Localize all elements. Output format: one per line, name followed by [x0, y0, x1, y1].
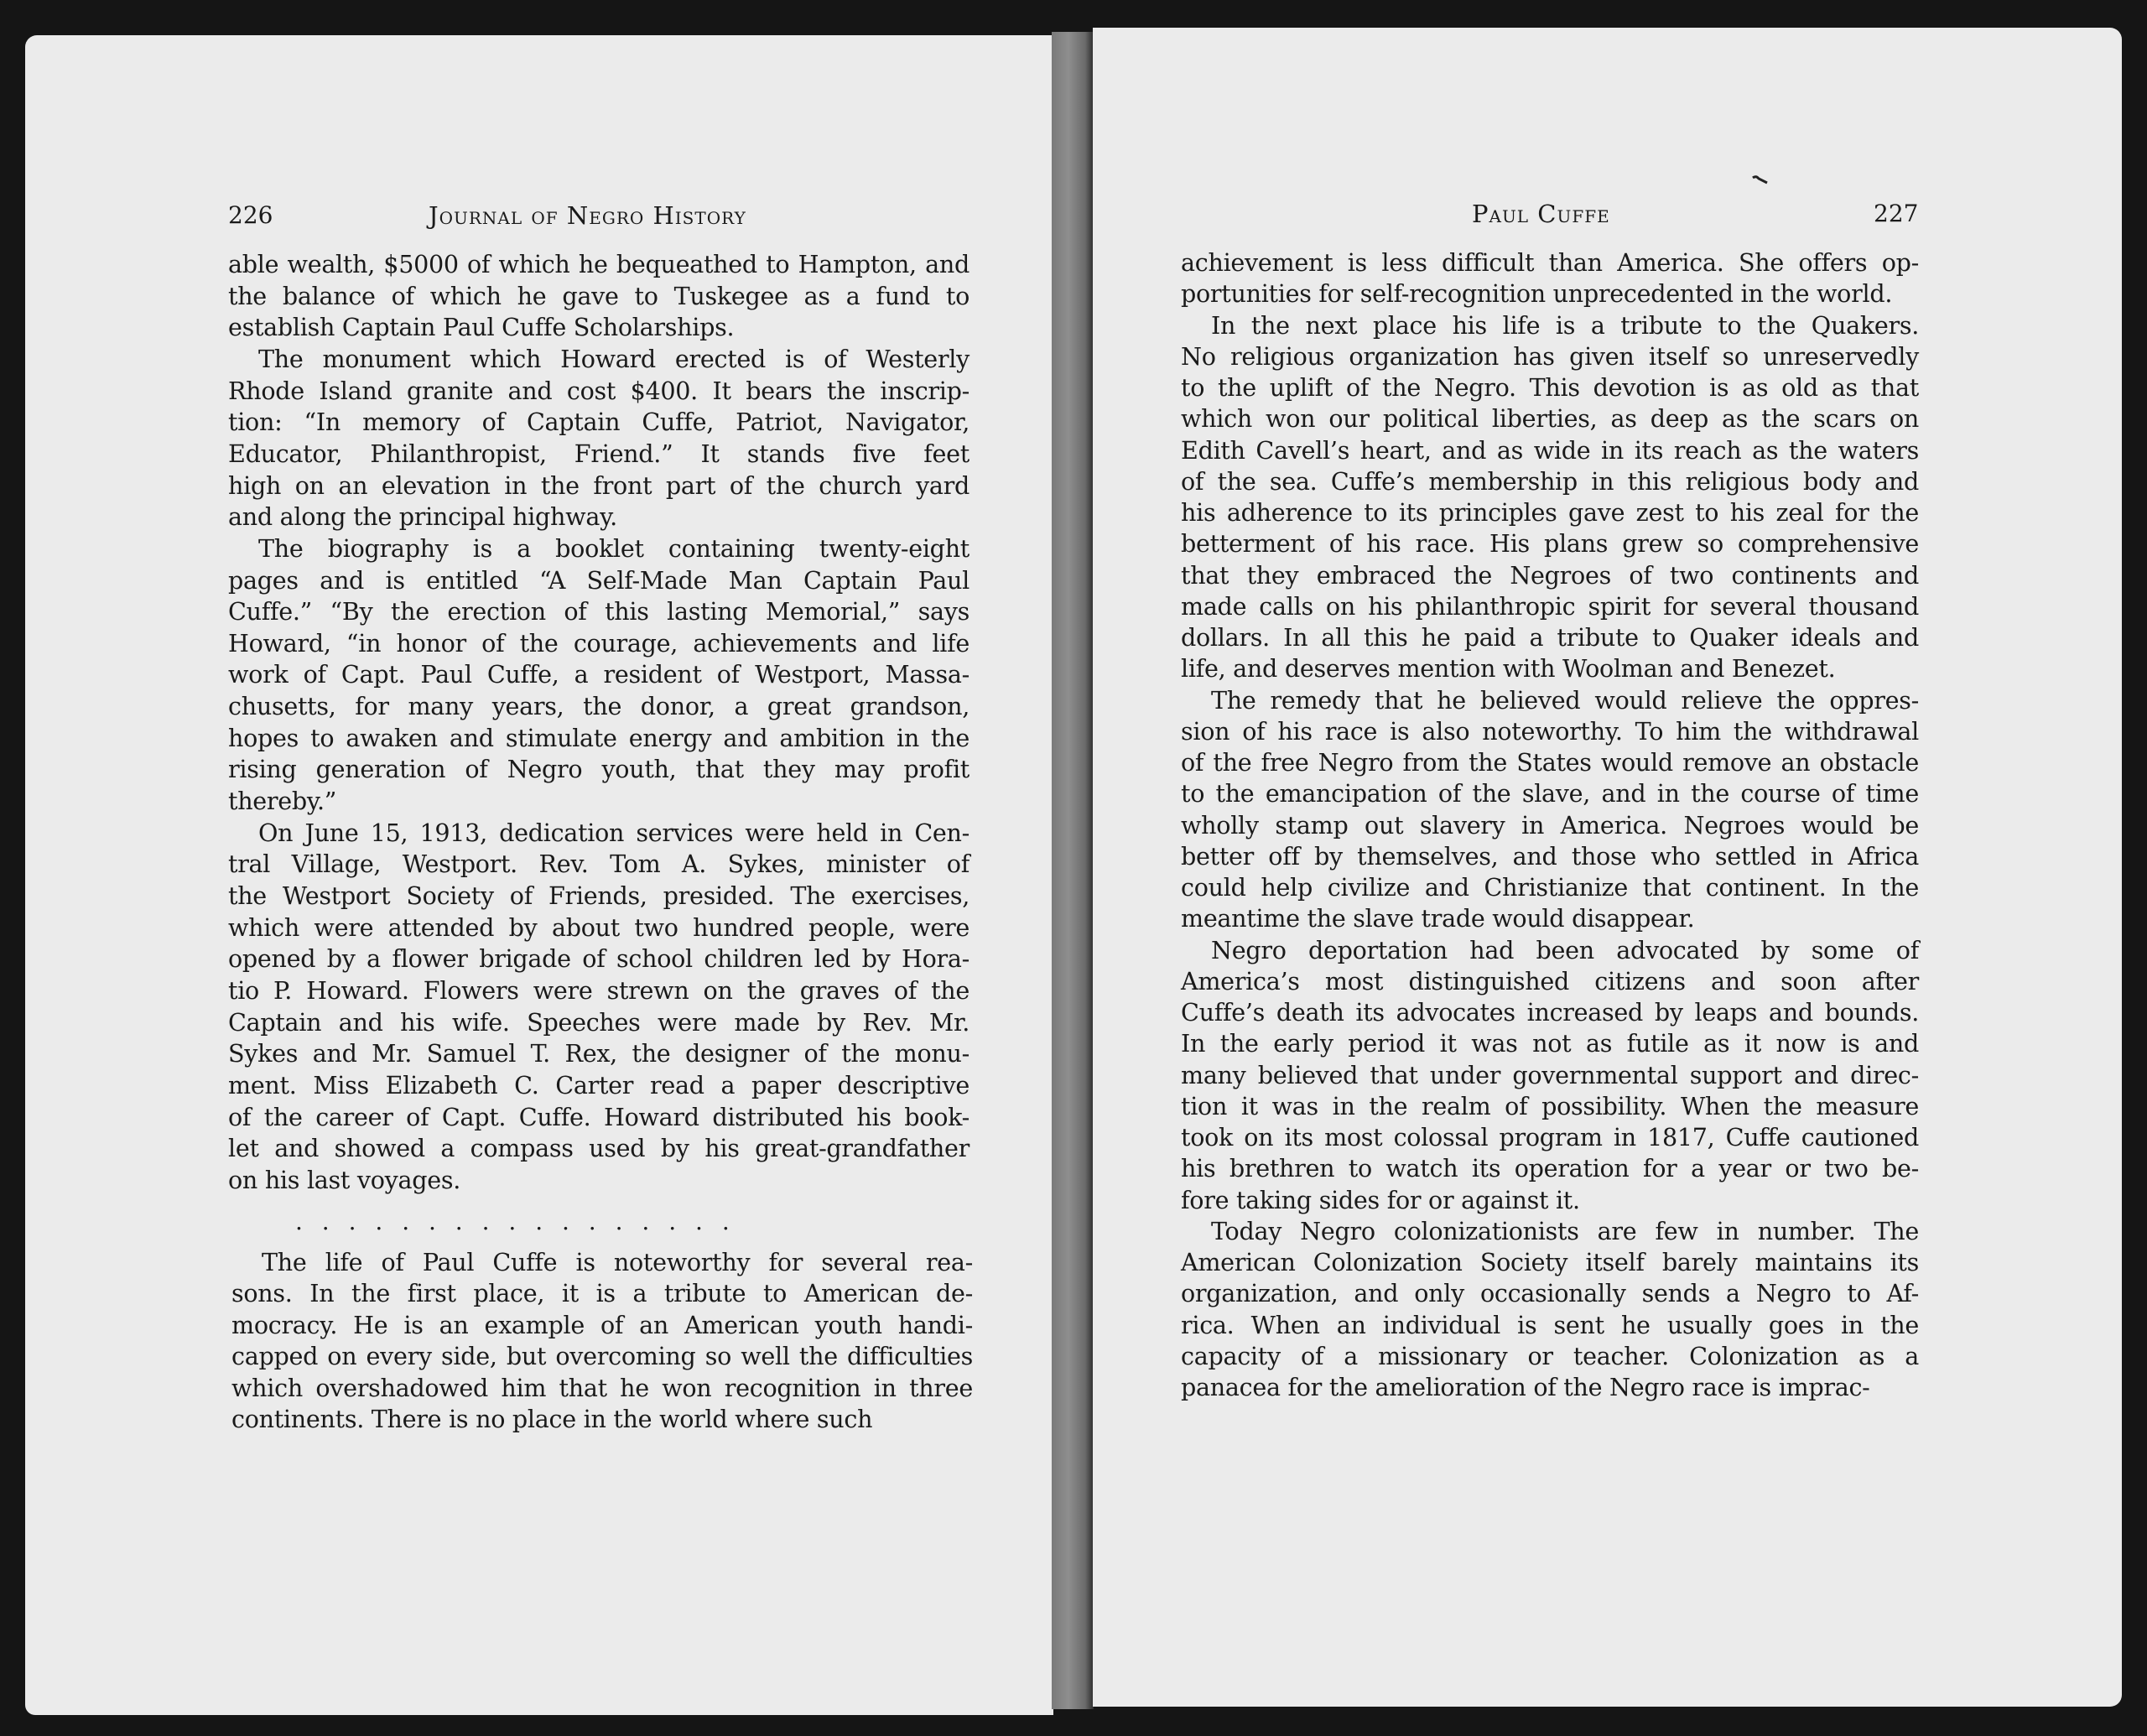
text-line: On June 15, 1913, dedication services were held in Cen- — [258, 818, 970, 847]
text-line: capped on every side, but overcoming so well the difficulties — [231, 1342, 973, 1371]
text-line: work of Capt. Paul Cuffe, a resident of Westport, Massa- — [228, 660, 970, 689]
text-line: achievement is less difficult than America. She offers op- — [1181, 248, 1919, 277]
running-head-left: Journal of Negro History — [429, 201, 746, 230]
text-line: pages and is entitled “A Self-Made Man Captain Paul — [228, 565, 970, 595]
text-line: let and showed a compass used by his great-grandfather — [228, 1134, 970, 1163]
text-line: The monument which Howard erected is of Westerly — [258, 344, 970, 373]
text-line: of the free Negro from the States would remove an obstacle — [1181, 748, 1919, 777]
page-number-left: 226 — [228, 201, 273, 229]
text-line: capacity of a missionary or teacher. Colonization as a — [1181, 1341, 1919, 1370]
text-line: to the uplift of the Negro. This devotion is as old as that — [1181, 373, 1919, 402]
text-line: tral Village, Westport. Rev. Tom A. Sykes, minister of — [228, 850, 970, 879]
text-line: of the career of Capt. Cuffe. Howard distributed his book- — [228, 1102, 970, 1131]
text-line: Rhode Island granite and cost $400. It bears the inscrip- — [228, 376, 970, 405]
text-line: to the emancipation of the slave, and in the course of time — [1181, 779, 1919, 808]
text-line: In the next place his life is a tribute to the Quakers. — [1211, 310, 1919, 340]
text-line: able wealth, $5000 of which he bequeathed to Hampton, and — [228, 250, 970, 278]
text-line: thereby.” — [228, 787, 337, 816]
text-line: ment. Miss Elizabeth C. Carter read a paper descriptive — [228, 1070, 970, 1099]
text-line: The biography is a booklet containing twenty-eight — [258, 533, 970, 563]
text-line: tion it was in the realm of possibility. When the measure — [1181, 1091, 1919, 1120]
text-line: Howard, “in honor of the courage, achievements and life — [228, 628, 970, 657]
text-line: wholly stamp out slavery in America. Negroes would be — [1181, 810, 1919, 839]
text-line: could help civilize and Christianize that continent. In the — [1181, 873, 1919, 902]
ink-mark — [1751, 174, 1770, 186]
text-line: life, and deserves mention with Woolman and Benezet. — [1181, 654, 1836, 683]
text-line: America’s most distinguished citizens and soon after — [1181, 966, 1919, 995]
text-line: tio P. Howard. Flowers were strewn on the graves of the — [228, 975, 970, 1005]
text-line: which were attended by about two hundred people, were — [228, 912, 970, 942]
text-line: which won our political liberties, as deep as the scars on — [1181, 404, 1919, 434]
text-line: of the sea. Cuffe’s membership in this religious body and — [1181, 466, 1919, 496]
text-line: meantime the slave trade would disappear. — [1181, 904, 1695, 933]
text-line: Cuffe.” “By the erection of this lasting Memorial,” says — [228, 597, 970, 626]
text-line: took on its most colossal program in 1817, Cuffe cautioned — [1181, 1123, 1919, 1151]
text-line: The life of Paul Cuffe is noteworthy for several rea- — [262, 1248, 973, 1276]
text-line: betterment of his race. His plans grew so comprehensive — [1181, 529, 1919, 559]
text-line: the balance of which he gave to Tuskegee as a fund to — [228, 281, 970, 310]
text-line: organization, and only occasionally sends a Negro to Af- — [1181, 1279, 1919, 1308]
text-line: better off by themselves, and those who settled in Africa — [1181, 841, 1919, 871]
text-line: continents. There is no place in the world where such — [231, 1405, 873, 1433]
text-line: hopes to awaken and stimulate energy and ambition in the — [228, 723, 970, 752]
book-gutter — [1052, 32, 1094, 1709]
text-line: chusetts, for many years, the donor, a great grandson, — [228, 692, 970, 721]
text-line: Negro deportation had been advocated by some of — [1211, 935, 1919, 964]
text-line: American Colonization Society itself barely maintains its — [1181, 1248, 1919, 1276]
text-line: dollars. In all this he paid a tribute to Quaker ideals and — [1181, 623, 1919, 652]
page-number-right: 227 — [1874, 200, 1919, 227]
text-line: opened by a flower brigade of school children led by Hora- — [228, 944, 970, 974]
text-line: rising generation of Negro youth, that they may profit — [228, 755, 970, 784]
text-line: which overshadowed him that he won recognition in three — [231, 1373, 973, 1402]
text-line: Today Negro colonizationists are few in number. The — [1211, 1216, 1919, 1245]
text-line: panacea for the amelioration of the Negro race is imprac- — [1181, 1373, 1870, 1401]
text-line: sons. In the first place, it is a tribute to American de- — [231, 1279, 973, 1308]
text-line: tion: “In memory of Captain Cuffe, Patriot, Navigator, — [228, 408, 970, 437]
section-separator: . . . . . . . . . . . . . . . . . — [295, 1208, 730, 1235]
text-line: and along the principal highway. — [228, 502, 617, 532]
text-line: made calls on his philanthropic spirit for several thousand — [1181, 591, 1919, 621]
text-line: on his last voyages. — [228, 1165, 461, 1194]
text-line: many believed that under governmental support and direc- — [1181, 1060, 1919, 1089]
text-line: fore taking sides for or against it. — [1181, 1185, 1580, 1214]
text-line: establish Captain Paul Cuffe Scholarships. — [228, 313, 735, 342]
text-line: Sykes and Mr. Samuel T. Rex, the designer of the monu- — [228, 1039, 970, 1068]
text-line: Captain and his wife. Speeches were made by Rev. Mr. — [228, 1007, 970, 1037]
text-line: high on an elevation in the front part of the church yard — [228, 470, 970, 500]
text-line: In the early period it was not as futile as it now is and — [1181, 1029, 1919, 1058]
text-line: the Westport Society of Friends, presided. The exercises, — [228, 881, 970, 910]
text-line: Cuffe’s death its advocates increased by leaps and bounds. — [1181, 998, 1919, 1027]
text-line: rica. When an individual is sent he usually goes in the — [1181, 1310, 1919, 1339]
text-line: No religious organization has given itself so unreservedly — [1181, 341, 1919, 371]
text-line: portunities for self-recognition unprecedented in the world. — [1181, 279, 1893, 309]
text-line: sion of his race is also noteworthy. To him the withdrawal — [1181, 716, 1919, 746]
text-line: his brethren to watch its operation for a year or two be- — [1181, 1154, 1919, 1183]
text-line: Educator, Philanthropist, Friend.” It stands five feet — [228, 439, 970, 468]
running-head-right: Paul Cuffe — [1472, 200, 1610, 228]
text-line: The remedy that he believed would relieve the oppres- — [1211, 685, 1919, 715]
text-line: Edith Cavell’s heart, and as wide in its reach as the waters — [1181, 435, 1919, 465]
text-line: his adherence to its principles gave zest to his zeal for the — [1181, 498, 1919, 527]
text-line: mocracy. He is an example of an American youth handi- — [231, 1310, 973, 1339]
text-line: that they embraced the Negroes of two continents and — [1181, 560, 1919, 590]
